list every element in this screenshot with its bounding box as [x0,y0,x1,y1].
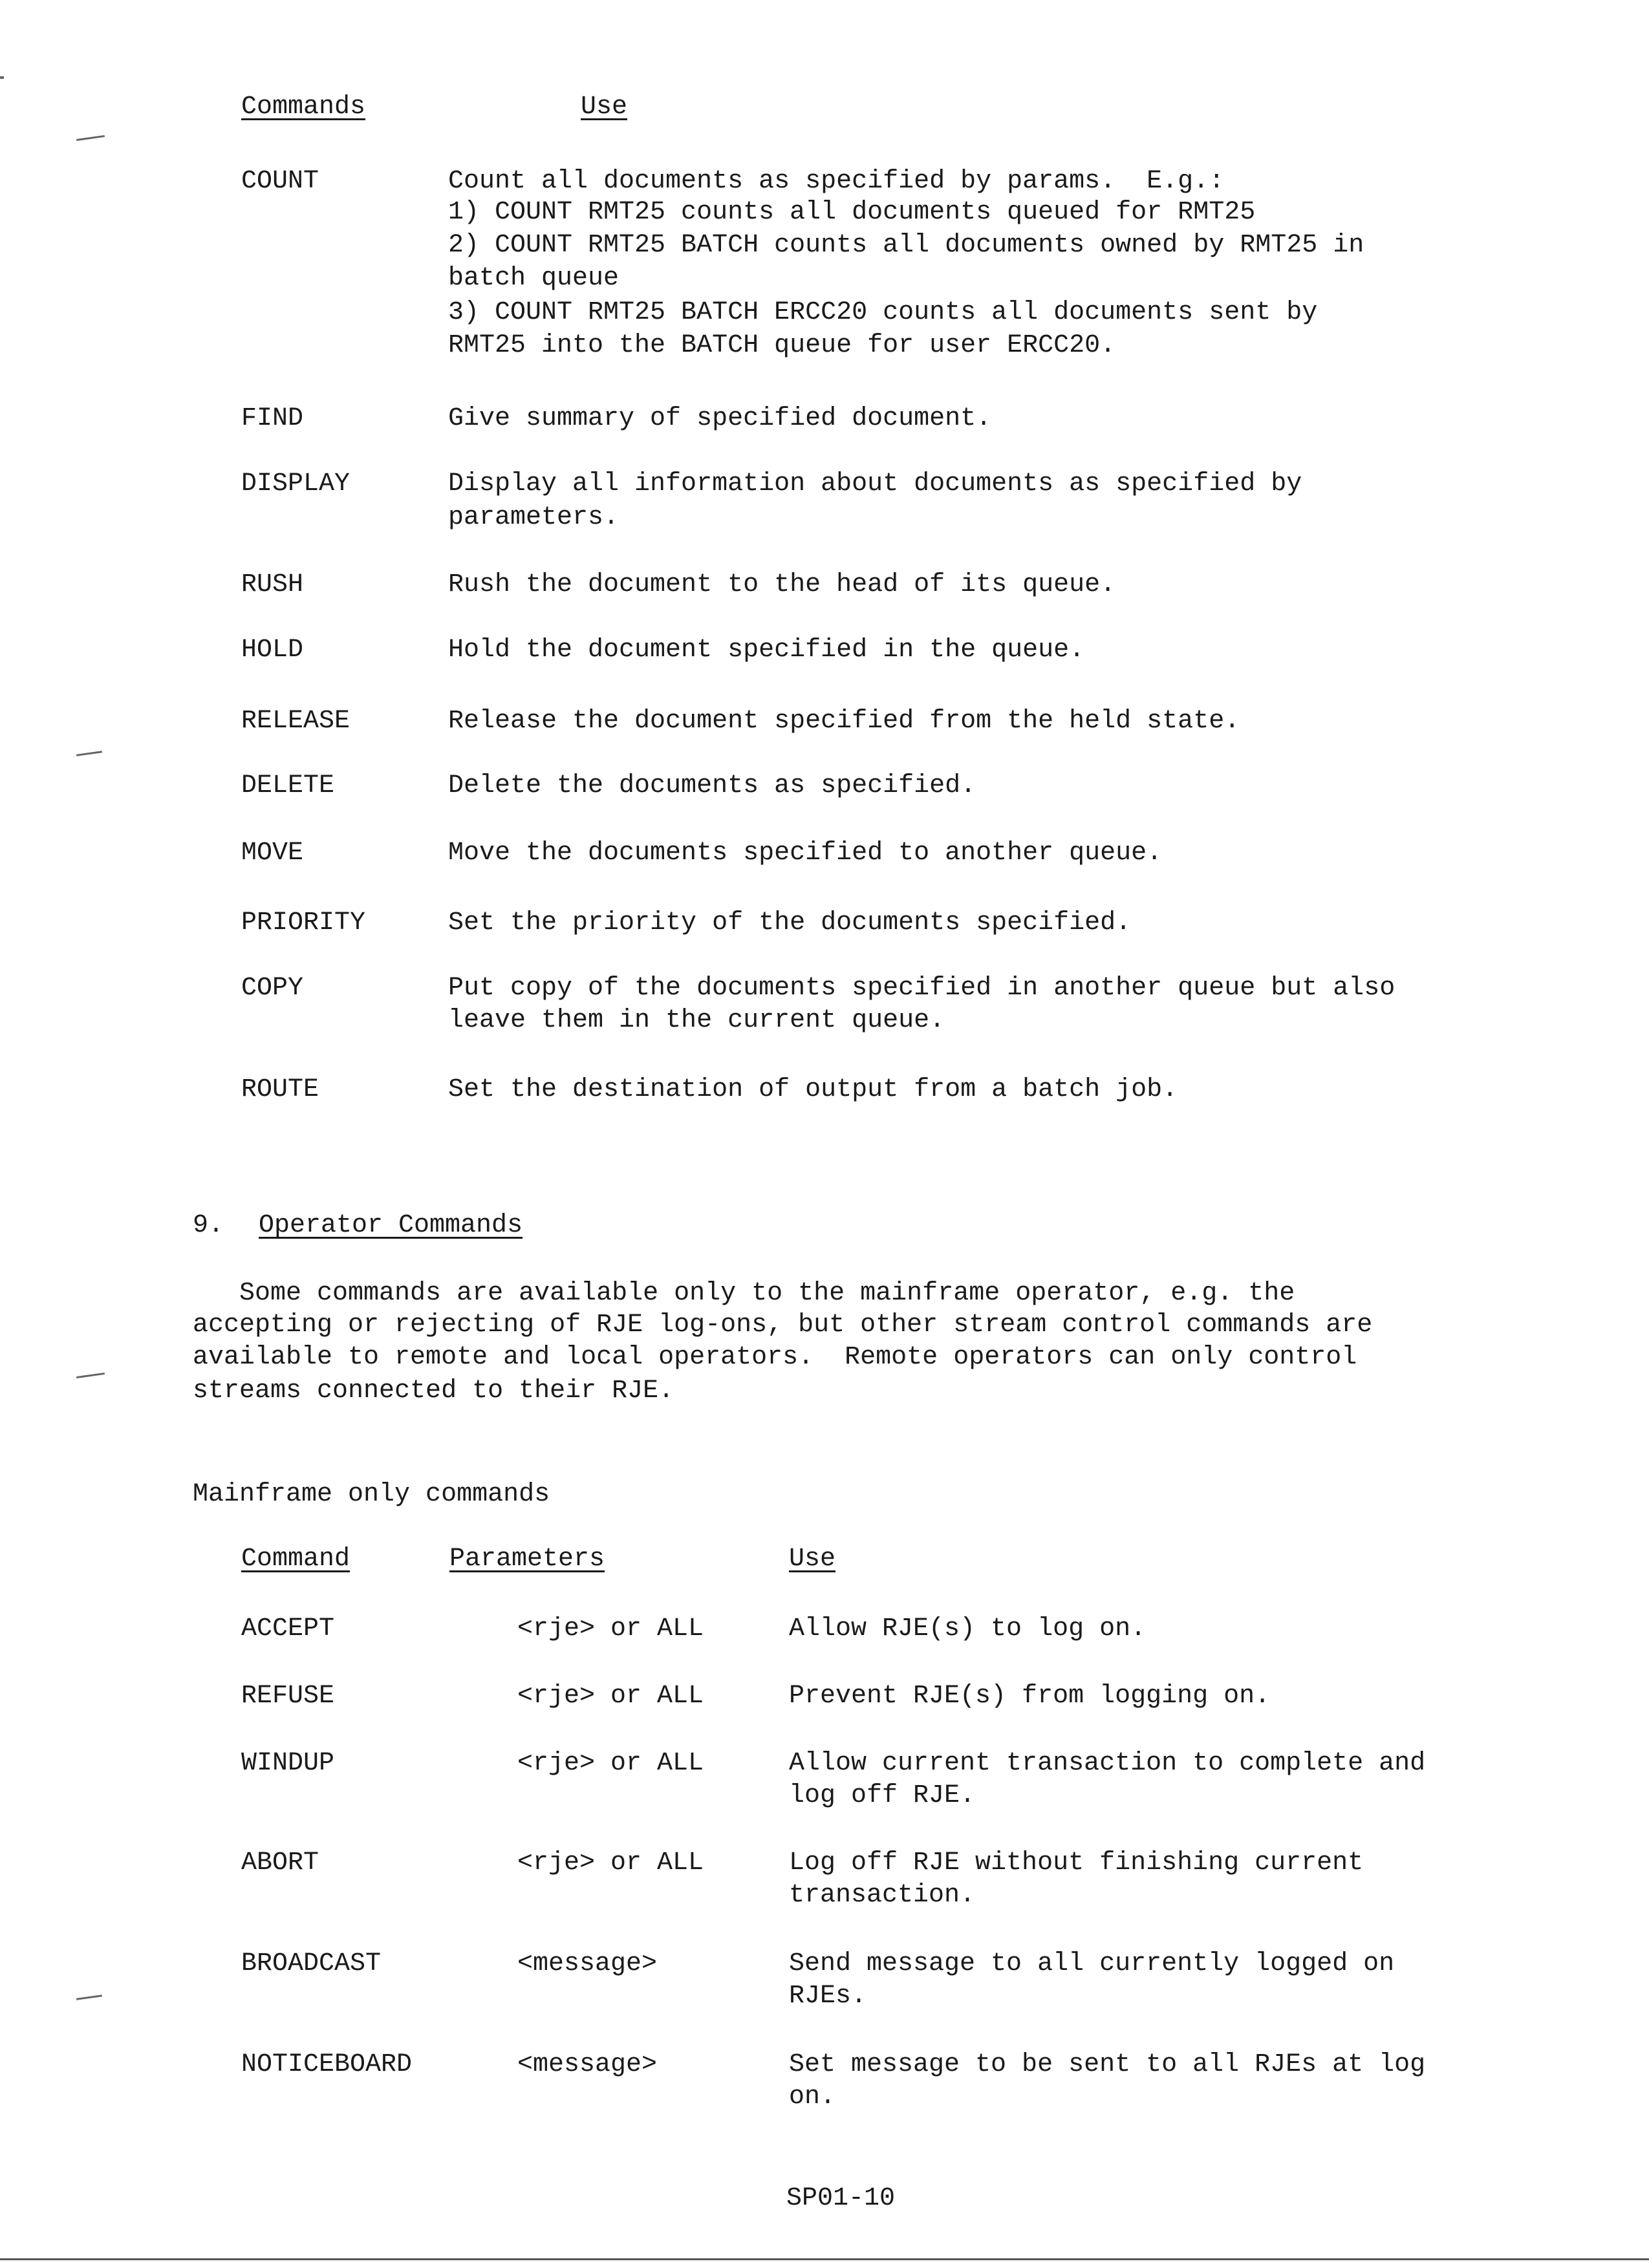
command-display: DISPLAY [241,469,350,498]
command-move: MOVE [241,839,304,868]
use-refuse: Prevent RJE(s) from logging on. [789,1682,1271,1711]
use-display-line-2: parameters. [448,503,620,532]
command-windup: WINDUP [241,1749,335,1778]
use-noticeboard-line-1: Set message to be sent to all RJEs at log [789,2050,1426,2079]
use-copy-line-2: leave them in the current queue. [448,1006,945,1035]
use-abort-line-2: transaction. [789,1881,976,1910]
table1-header-use: Use [581,92,628,122]
use-count-line-4: batch queue [448,264,620,293]
use-copy-line-1: Put copy of the documents specified in another queue but also [448,974,1396,1003]
use-hold: Hold the document specified in the queue. [448,636,1085,665]
use-count-line-1: Count all documents as specified by params. E.g.: [448,167,1225,196]
command-count: COUNT [241,167,319,196]
use-count-line-2: 1) COUNT RMT25 counts all documents queued for RMT25 [448,198,1256,227]
scan-mark [0,76,4,79]
use-priority: Set the priority of the documents specified. [448,908,1132,937]
command-noticeboard: NOTICEBOARD [241,2050,413,2079]
use-count-line-3: 2) COUNT RMT25 BATCH counts all documents owned by RMT25 in [448,231,1364,260]
command-rush: RUSH [241,570,304,599]
punch-hole-mark [76,1995,102,2000]
use-windup-line-2: log off RJE. [789,1781,976,1810]
param-refuse: <rje> or ALL [517,1682,704,1711]
use-abort-line-1: Log off RJE without finishing current [789,1848,1364,1878]
param-noticeboard: <message> [517,2050,658,2079]
use-accept: Allow RJE(s) to log on. [789,1614,1147,1643]
use-find: Give summary of specified document. [448,404,992,433]
command-priority: PRIORITY [241,908,366,937]
table2-header-use: Use [789,1545,836,1574]
use-rush: Rush the document to the head of its queue. [448,570,1116,599]
use-route: Set the destination of output from a batch job. [448,1075,1178,1104]
command-copy: COPY [241,974,304,1003]
command-release: RELEASE [241,707,350,736]
punch-hole-mark [76,1373,105,1378]
command-route: ROUTE [241,1075,319,1104]
use-count-line-5: 3) COUNT RMT25 BATCH ERCC20 counts all documents sent by [448,298,1318,327]
paragraph-line-2: accepting or rejecting of RJE log-ons, but other stream control commands are [193,1311,1373,1340]
use-broadcast-line-2: RJEs. [789,1982,867,2011]
param-broadcast: <message> [517,1949,658,1978]
use-windup-line-1: Allow current transaction to complete and [789,1749,1426,1778]
command-hold: HOLD [241,636,304,665]
param-accept: <rje> or ALL [517,1614,704,1643]
use-count-line-6: RMT25 into the BATCH queue for user ERCC20. [448,331,1116,360]
subheading-mainframe-commands: Mainframe only commands [193,1480,550,1509]
use-display-line-1: Display all information about documents as specified by [448,469,1302,498]
command-abort: ABORT [241,1848,319,1878]
use-delete: Delete the documents as specified. [448,771,976,800]
use-move: Move the documents specified to another queue. [448,839,1163,868]
page-footer-id: SP01-10 [786,2184,896,2213]
use-noticeboard-line-2: on. [789,2082,836,2112]
command-refuse: REFUSE [241,1682,335,1711]
use-release: Release the document specified from the held state. [448,707,1240,736]
bottom-edge-rule [0,2258,1649,2260]
table2-header-command: Command [241,1545,350,1574]
punch-hole-mark [76,751,102,756]
command-find: FIND [241,404,304,433]
command-accept: ACCEPT [241,1614,335,1643]
paragraph-line-3: available to remote and local operators. Remote operators can only control [193,1343,1357,1372]
table2-header-parameters: Parameters [449,1545,605,1574]
param-windup: <rje> or ALL [517,1749,704,1778]
param-abort: <rje> or ALL [517,1848,704,1878]
section-title: Operator Commands [259,1211,523,1240]
table1-header-commands: Commands [241,92,366,122]
command-broadcast: BROADCAST [241,1949,382,1978]
command-delete: DELETE [241,771,335,800]
punch-hole-mark [76,135,105,141]
paragraph-line-4: streams connected to their RJE. [193,1376,674,1406]
paragraph-line-1: Some commands are available only to the mainframe operator, e.g. the [193,1279,1295,1308]
use-broadcast-line-1: Send message to all currently logged on [789,1949,1395,1978]
section-number: 9. [193,1211,224,1240]
